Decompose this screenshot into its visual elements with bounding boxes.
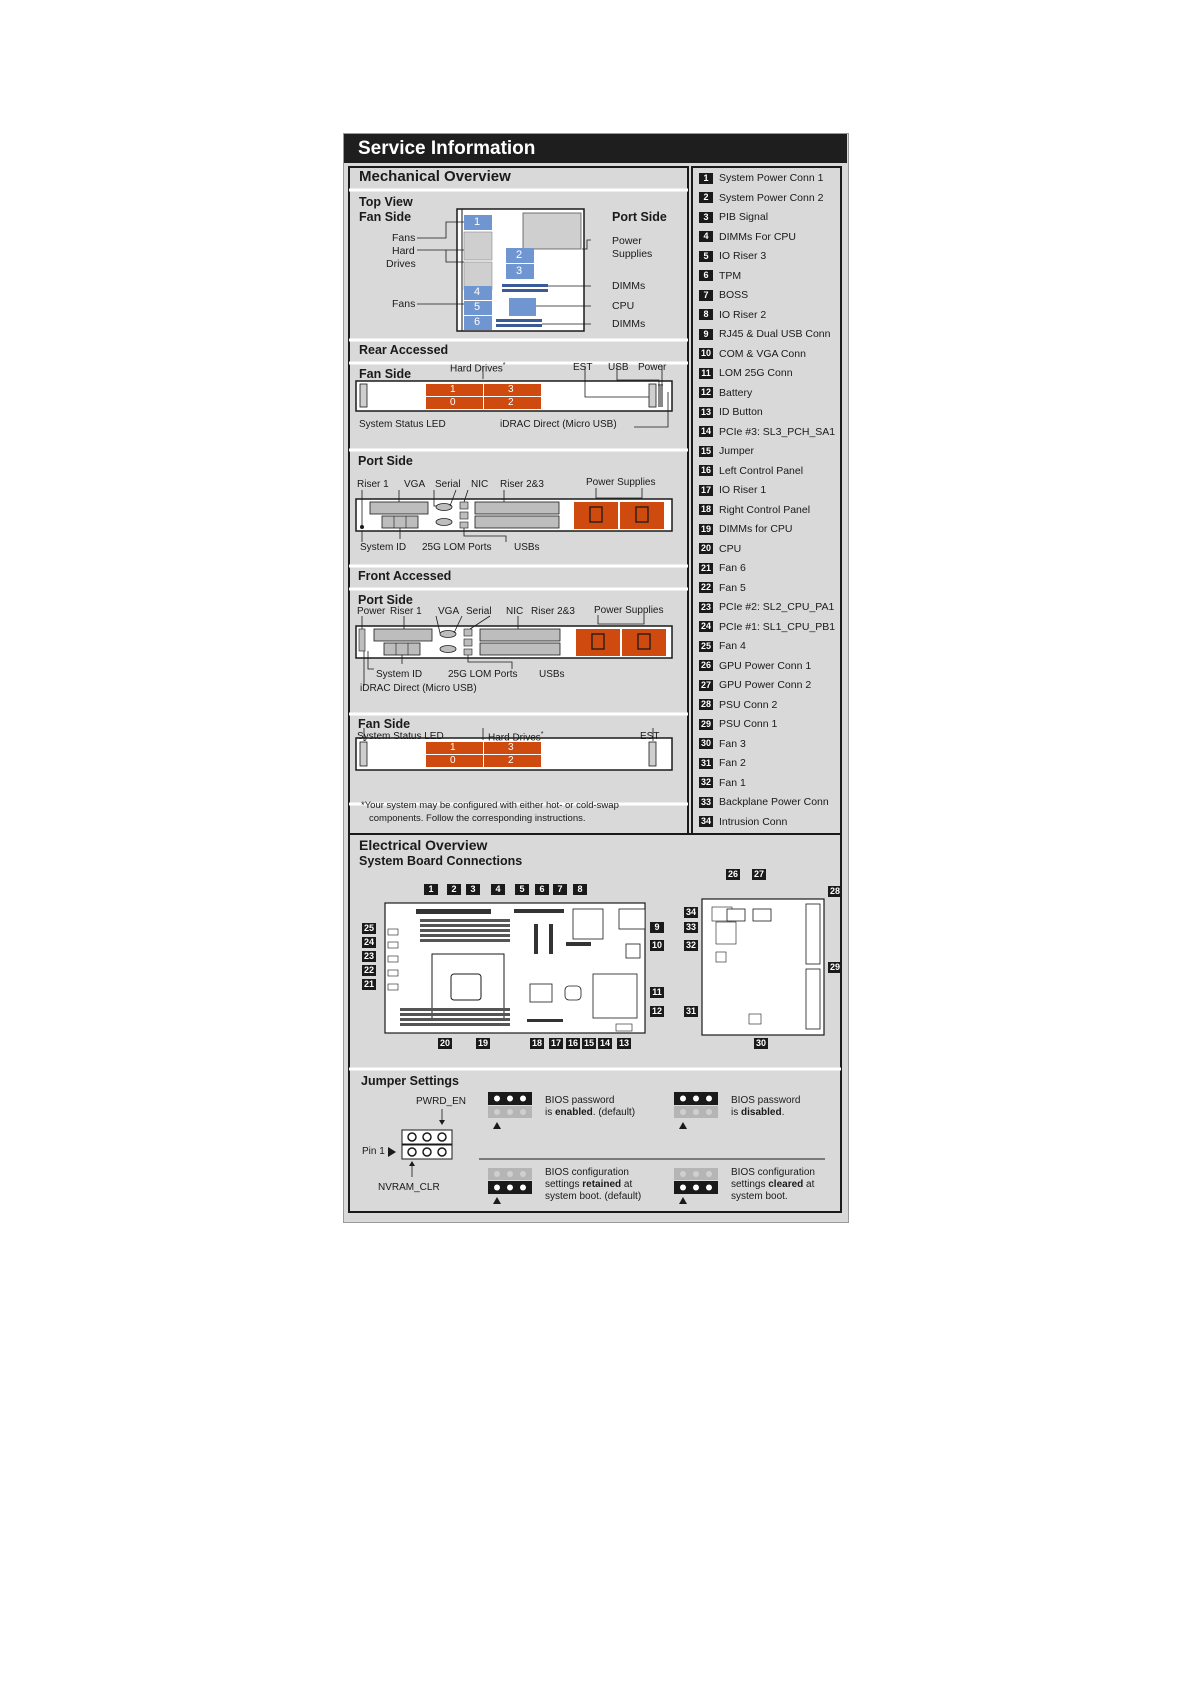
bios-config-retained-text: BIOS configuration settings retained at system boot. (default) bbox=[545, 1167, 642, 1202]
legend-number-badge: 27 bbox=[700, 679, 711, 690]
board-callout-badge: 28 bbox=[830, 886, 841, 896]
board-callout-badge: 29 bbox=[830, 962, 841, 972]
legend-item bbox=[699, 523, 793, 535]
hard-label: Hard bbox=[392, 245, 415, 257]
legend-label: IO Riser 1 bbox=[719, 484, 767, 496]
legend-item bbox=[699, 406, 763, 418]
rear-system-id-label: System ID bbox=[360, 542, 407, 553]
legend-label: GPU Power Conn 1 bbox=[719, 659, 812, 672]
mechanical-overview-heading: Mechanical Overview bbox=[359, 168, 511, 185]
power-label: Power bbox=[612, 235, 642, 247]
legend-label: Left Control Panel bbox=[719, 464, 804, 477]
legend-label: COM & VGA Conn bbox=[719, 347, 806, 360]
board-callout-badge: 32 bbox=[686, 940, 697, 950]
legend-label: RJ45 & Dual USB Conn bbox=[719, 328, 831, 340]
board-callout-badge: 13 bbox=[619, 1038, 630, 1048]
legend-label: PCIe #3: SL3_PCH_SA1 bbox=[719, 425, 836, 438]
front-power-label: Power bbox=[357, 606, 386, 617]
rear-usbs-label: USBs bbox=[514, 542, 540, 553]
board-callout-badge: 26 bbox=[728, 869, 739, 879]
front-lom-ports-label: 25G LOM Ports bbox=[448, 669, 518, 680]
board-callout-badge: 17 bbox=[551, 1038, 562, 1048]
legend-number-badge: 3 bbox=[699, 212, 713, 223]
board-callout-badge: 22 bbox=[364, 965, 375, 975]
board-callout-badge: 10 bbox=[652, 940, 663, 950]
legend-number-badge: 1 bbox=[699, 173, 713, 184]
legend-item bbox=[699, 640, 746, 652]
top-view-diagram bbox=[417, 209, 591, 331]
rear-idrac-direct-label: iDRAC Direct (Micro USB) bbox=[500, 419, 617, 430]
legend-item bbox=[699, 367, 793, 379]
board-callout-badge: 9 bbox=[650, 922, 664, 933]
board-callout-badge: 7 bbox=[553, 884, 567, 895]
board-callout-badge: 23 bbox=[364, 951, 375, 961]
board-callout-badge: 20 bbox=[440, 1038, 451, 1048]
legend-number-badge: 6 bbox=[699, 270, 713, 281]
fans-top-label: Fans bbox=[392, 232, 416, 244]
legend-number-badge: 17 bbox=[700, 484, 711, 495]
legend-label: DIMMs For CPU bbox=[719, 230, 796, 243]
legend-item bbox=[699, 309, 766, 321]
board-callout-badge: 19 bbox=[478, 1038, 489, 1048]
board-callout-badge: 33 bbox=[686, 922, 697, 932]
drive-bay-label: 1 bbox=[450, 742, 456, 753]
drive-bay-label: 0 bbox=[450, 755, 456, 766]
legend-item bbox=[699, 621, 835, 633]
front-usbs-label: USBs bbox=[539, 669, 565, 680]
legend-label: Fan 2 bbox=[719, 757, 746, 769]
fans-bottom-label: Fans bbox=[392, 298, 416, 310]
legend-number-badge: 23 bbox=[700, 601, 711, 612]
legend-number-badge: 7 bbox=[699, 290, 713, 301]
jumper-settings-heading: Jumper Settings bbox=[361, 1074, 459, 1088]
legend-label: PSU Conn 2 bbox=[719, 698, 778, 711]
board-callout-badge: 2 bbox=[447, 884, 461, 895]
legend-label: Intrusion Conn bbox=[719, 815, 788, 828]
legend-number-badge: 22 bbox=[700, 582, 711, 592]
legend-item bbox=[699, 328, 830, 340]
front-system-id-label: System ID bbox=[376, 669, 423, 680]
legend-label: GPU Power Conn 2 bbox=[719, 679, 812, 691]
legend-item bbox=[699, 543, 741, 555]
board-callout-badge: 5 bbox=[515, 884, 529, 895]
legend-item bbox=[699, 484, 766, 496]
legend-item bbox=[699, 796, 829, 808]
drives-label: Drives bbox=[386, 258, 416, 270]
front-est-label: EST bbox=[640, 731, 660, 742]
rear-accessed-heading: Rear Accessed bbox=[359, 343, 449, 357]
legend-item bbox=[699, 738, 746, 750]
legend-item bbox=[699, 465, 803, 477]
footnote-line-1: *Your system may be configured with either hot- or cold-swap bbox=[361, 800, 619, 811]
rear-port-side-label: Port Side bbox=[358, 454, 413, 468]
legend-number-badge: 10 bbox=[700, 348, 711, 358]
front-port-side-label: Port Side bbox=[358, 593, 413, 607]
legend-item bbox=[699, 231, 796, 243]
legend-number-badge: 31 bbox=[700, 757, 711, 768]
rear-power-label: Power bbox=[638, 362, 667, 373]
legend-label: IO Riser 3 bbox=[719, 250, 767, 262]
legend-number-badge: 26 bbox=[700, 660, 711, 670]
legend-number-badge: 2 bbox=[699, 192, 713, 203]
rear-riser1-label: Riser 1 bbox=[357, 479, 389, 490]
legend-item bbox=[699, 718, 777, 730]
legend-item bbox=[699, 757, 746, 769]
dimms-top-label: DIMMs bbox=[612, 280, 646, 292]
board-callout-badge: 15 bbox=[584, 1038, 595, 1048]
rear-serial-label: Serial bbox=[435, 479, 461, 490]
legend-number-badge: 20 bbox=[700, 543, 711, 553]
legend-item bbox=[699, 582, 746, 594]
top-view-fan-side-label: Fan Side bbox=[359, 210, 412, 224]
bios-password-enabled-text: BIOS password is enabled. (default) bbox=[545, 1095, 636, 1118]
front-power-supplies-label: Power Supplies bbox=[594, 605, 664, 616]
top-view-label: Top View bbox=[359, 195, 413, 209]
legend-number-badge: 21 bbox=[700, 562, 711, 573]
fan-number: 5 bbox=[474, 301, 481, 313]
legend-item bbox=[699, 777, 746, 789]
drive-bay-label: 3 bbox=[508, 742, 514, 753]
legend-number-badge: 14 bbox=[700, 426, 711, 436]
board-callout-badge: 30 bbox=[756, 1038, 767, 1048]
board-callout-badge: 4 bbox=[491, 884, 505, 895]
legend-item bbox=[699, 699, 777, 711]
board-callout-badge: 27 bbox=[754, 869, 765, 879]
pwrd-en-label: PWRD_EN bbox=[416, 1096, 467, 1107]
front-accessed-heading: Front Accessed bbox=[358, 569, 452, 583]
legend-item bbox=[699, 601, 834, 613]
system-board-diagram bbox=[385, 899, 824, 1035]
legend-number-badge: 24 bbox=[700, 621, 711, 631]
system-board-connections-heading: System Board Connections bbox=[359, 854, 523, 868]
fan-number: 6 bbox=[474, 316, 481, 328]
board-callout-badge: 14 bbox=[600, 1038, 611, 1048]
front-idrac-direct-label: iDRAC Direct (Micro USB) bbox=[360, 683, 477, 694]
board-callout-badge: 18 bbox=[532, 1038, 543, 1048]
board-callout-badge: 12 bbox=[652, 1006, 663, 1016]
rear-lom-ports-label: 25G LOM Ports bbox=[422, 542, 492, 553]
legend-item bbox=[699, 387, 752, 399]
rear-system-status-led-label: System Status LED bbox=[359, 419, 446, 430]
legend-label: Backplane Power Conn bbox=[719, 796, 829, 808]
legend-label: LOM 25G Conn bbox=[719, 367, 793, 379]
drive-bay-label: 3 bbox=[508, 384, 514, 395]
supplies-label: Supplies bbox=[612, 248, 653, 260]
rear-power-supplies-label: Power Supplies bbox=[586, 477, 656, 488]
legend-number-badge: 8 bbox=[699, 309, 713, 320]
legend-number-badge: 28 bbox=[700, 699, 711, 709]
legend-item bbox=[699, 289, 748, 301]
board-callout-badge: 1 bbox=[424, 884, 438, 895]
front-riser23-label: Riser 2&3 bbox=[531, 606, 575, 617]
drive-number: 2 bbox=[516, 249, 523, 261]
rear-hard-drives-label: Hard Drives* bbox=[450, 362, 506, 375]
board-callout-badge: 21 bbox=[364, 979, 375, 989]
board-callout-badge: 6 bbox=[535, 884, 549, 895]
rear-usb-label: USB bbox=[608, 362, 629, 373]
board-callout-badge: 16 bbox=[568, 1038, 579, 1048]
legend-label: Jumper bbox=[719, 445, 755, 457]
legend-label: PCIe #1: SL1_CPU_PB1 bbox=[719, 620, 836, 633]
legend-label: Fan 4 bbox=[719, 640, 746, 652]
rear-fan-side-label: Fan Side bbox=[359, 367, 412, 381]
legend-number-badge: 30 bbox=[700, 738, 711, 748]
legend-number-badge: 9 bbox=[699, 329, 713, 340]
electrical-overview-heading: Electrical Overview bbox=[359, 837, 488, 853]
bios-password-disabled-text: BIOS password is disabled. bbox=[731, 1095, 801, 1118]
top-view-port-side-label: Port Side bbox=[612, 210, 667, 224]
legend-number-badge: 15 bbox=[700, 445, 711, 456]
legend-label: BOSS bbox=[719, 289, 749, 301]
legend-item bbox=[699, 270, 741, 282]
legend-label: Fan 1 bbox=[719, 776, 746, 789]
legend-item bbox=[699, 504, 810, 516]
legend-item bbox=[699, 562, 746, 574]
legend-number-badge: 19 bbox=[700, 523, 711, 534]
legend-item bbox=[699, 426, 835, 438]
rear-vga-label: VGA bbox=[404, 479, 426, 490]
legend-label: PCIe #2: SL2_CPU_PA1 bbox=[719, 601, 835, 613]
legend-item bbox=[699, 250, 766, 262]
legend-label: System Power Conn 2 bbox=[719, 191, 824, 204]
legend-number-badge: 34 bbox=[700, 816, 711, 826]
legend-item bbox=[699, 348, 806, 360]
rear-est-label: EST bbox=[573, 362, 593, 373]
card-title: Service Information bbox=[344, 134, 847, 163]
board-callout-badge: 31 bbox=[686, 1006, 697, 1016]
legend-label: PSU Conn 1 bbox=[719, 718, 778, 730]
board-callout-badge: 25 bbox=[364, 923, 375, 933]
rear-riser23-label: Riser 2&3 bbox=[500, 479, 544, 490]
legend-number-badge: 12 bbox=[700, 387, 711, 397]
legend-label: Right Control Panel bbox=[719, 503, 811, 516]
pin1-label: Pin 1 bbox=[362, 1146, 385, 1157]
legend-label: PIB Signal bbox=[719, 211, 769, 223]
legend-number-badge: 33 bbox=[700, 796, 711, 807]
fan-number: 1 bbox=[474, 216, 481, 228]
board-callout-badge: 3 bbox=[466, 884, 480, 895]
legend-label: ID Button bbox=[719, 406, 763, 418]
bios-config-cleared-text: BIOS configuration settings cleared at system boot. bbox=[731, 1167, 815, 1202]
drive-bay-label: 0 bbox=[450, 397, 456, 408]
front-nic-label: NIC bbox=[506, 606, 524, 617]
front-fan-side-label: Fan Side bbox=[358, 717, 411, 731]
legend-item bbox=[699, 211, 768, 223]
legend-number-badge: 11 bbox=[699, 368, 713, 379]
front-vga-label: VGA bbox=[438, 606, 460, 617]
legend-item bbox=[699, 445, 754, 457]
legend-item bbox=[699, 816, 787, 828]
legend-item bbox=[699, 172, 823, 184]
nvram-clr-label: NVRAM_CLR bbox=[378, 1182, 440, 1193]
legend-number-badge: 5 bbox=[699, 251, 713, 262]
legend-number-badge: 4 bbox=[699, 231, 713, 242]
legend-label: Battery bbox=[719, 386, 753, 399]
legend-label: TPM bbox=[719, 269, 742, 282]
legend-label: System Power Conn 1 bbox=[719, 172, 824, 184]
legend-number-badge: 13 bbox=[700, 406, 711, 417]
legend-label: Fan 6 bbox=[719, 562, 746, 574]
legend-label: IO Riser 2 bbox=[719, 308, 767, 321]
front-hard-drives-label: Hard Drives* bbox=[488, 731, 544, 744]
front-riser1-label: Riser 1 bbox=[390, 606, 422, 617]
drive-number: 3 bbox=[516, 265, 523, 277]
board-callout-badge: 8 bbox=[573, 884, 587, 895]
front-serial-label: Serial bbox=[466, 606, 492, 617]
legend-number-badge: 25 bbox=[700, 640, 711, 651]
legend-item bbox=[699, 679, 811, 691]
legend-item bbox=[699, 192, 823, 204]
footnote-line-2: components. Follow the corresponding instructions. bbox=[369, 813, 586, 824]
legend-number-badge: 16 bbox=[700, 465, 711, 475]
legend-label: Fan 5 bbox=[719, 581, 746, 594]
legend-label: Fan 3 bbox=[719, 737, 746, 750]
board-callout-badge: 34 bbox=[686, 907, 697, 917]
dimms-bottom-label: DIMMs bbox=[612, 318, 646, 330]
drive-bay-label: 2 bbox=[508, 397, 514, 408]
drive-bay-label: 1 bbox=[450, 384, 456, 395]
board-callout-badge: 24 bbox=[364, 937, 375, 947]
front-system-status-led-label: System Status LED bbox=[357, 731, 444, 742]
legend-label: DIMMs for CPU bbox=[719, 523, 793, 535]
legend-number-badge: 32 bbox=[700, 777, 711, 787]
drive-bay-label: 2 bbox=[508, 755, 514, 766]
service-information-card bbox=[343, 133, 849, 1223]
legend-item bbox=[699, 660, 811, 672]
board-callout-badge: 11 bbox=[650, 987, 664, 998]
fan-number: 4 bbox=[474, 286, 481, 298]
legend-number-badge: 29 bbox=[700, 718, 711, 729]
rear-nic-label: NIC bbox=[471, 479, 489, 490]
rear-port-side-diagram bbox=[356, 488, 672, 542]
legend-label: CPU bbox=[719, 542, 742, 555]
cpu-label: CPU bbox=[612, 300, 635, 312]
legend-number-badge: 18 bbox=[700, 504, 711, 514]
